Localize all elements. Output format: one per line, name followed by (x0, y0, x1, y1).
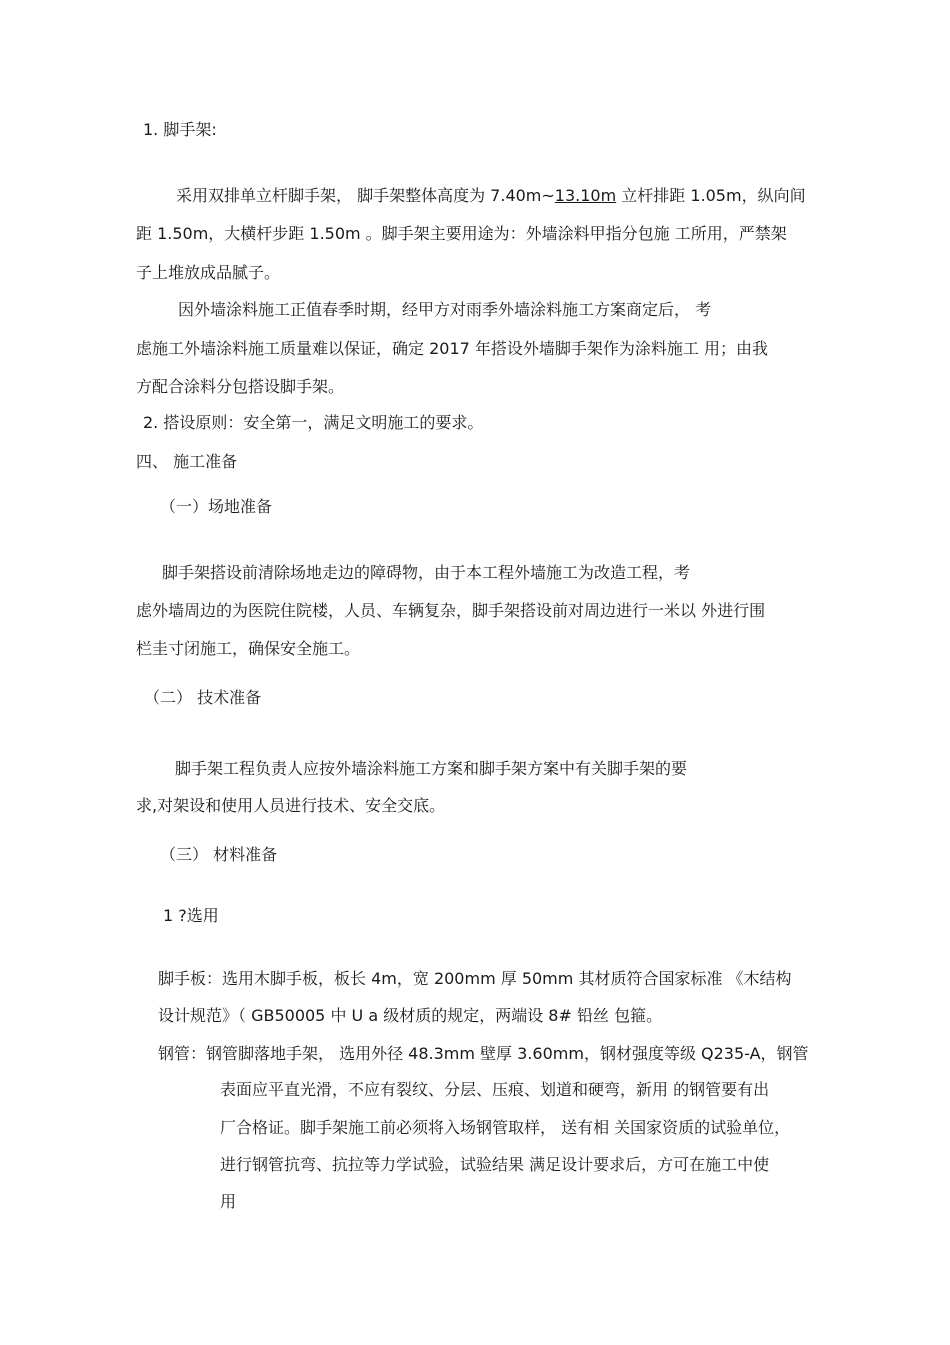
chapter-4-heading: 四、 施工准备 (136, 452, 238, 471)
paragraph-1-line-1-text-a: 采用双排单立杆脚手架， 脚手架整体高度为 7.40m~ (176, 186, 555, 205)
subsection-material-preparation: （三） 材料准备 (160, 845, 278, 864)
paragraph-4-line-2: 求,对架设和使用人员进行技术、安全交底。 (136, 796, 446, 815)
paragraph-1-line-2: 距 1.50m，大横杆步距 1.50m 。脚手架主要用途为：外墙涂料甲指分包施 工所用，严禁架 (136, 224, 787, 243)
subsection-technical-preparation: （二） 技术准备 (144, 688, 262, 707)
scaffold-board-line-2: 设计规范》（ GB50005 中 U a 级材质的规定，两端设 8# 铅丝 包箍。 (158, 1006, 663, 1025)
scaffold-board-line-1: 脚手板：选用木脚手板，板长 4m，宽 200mm 厚 50mm 其材质符合国家标准 《木结构 (158, 969, 792, 988)
paragraph-2-line-2: 虑施工外墙涂料施工质量难以保证，确定 2017 年搭设外墙脚手架作为涂料施工 用；由我 (136, 339, 768, 358)
steel-pipe-line-1: 钢管：钢管脚落地手架， 选用外径 48.3mm 壁厚 3.60mm，钢材强度等级 Q235-A，钢管 (158, 1044, 809, 1063)
paragraph-1-line-1-text-b: 立杆排距 1.05m，纵向间 (616, 186, 806, 205)
paragraph-3-line-3: 栏圭寸闭施工，确保安全施工。 (136, 639, 361, 658)
steel-pipe-line-5: 用 (220, 1192, 237, 1211)
item-1-selection: 1 ?选用 (163, 906, 219, 925)
paragraph-3-line-1: 脚手架搭设前清除场地走边的障碍物，由于本工程外墙施工为改造工程，考 (162, 563, 691, 582)
subsection-site-preparation: （一）场地准备 (160, 497, 273, 516)
section-1-heading: 1. 脚手架: (143, 120, 217, 139)
height-range-underlined: 13.10m (554, 186, 617, 205)
paragraph-2-line-1: 因外墙涂料施工正值春季时期，经甲方对雨季外墙涂料施工方案商定后， 考 (178, 300, 712, 319)
section-2-heading: 2. 搭设原则：安全第一，满足文明施工的要求。 (143, 413, 484, 432)
steel-pipe-line-3: 厂合格证。脚手架施工前必须将入场钢管取样， 送有相 关国家资质的试验单位， (220, 1118, 791, 1137)
paragraph-2-line-3: 方配合涂料分包搭设脚手架。 (136, 377, 345, 396)
paragraph-4-line-1: 脚手架工程负责人应按外墙涂料施工方案和脚手架方案中有关脚手架的要 (175, 759, 688, 778)
paragraph-3-line-2: 虑外墙周边的为医院住院楼，人员、车辆复杂，脚手架搭设前对周边进行一米以 外进行围 (136, 601, 766, 620)
steel-pipe-line-2: 表面应平直光滑，不应有裂纹、分层、压痕、划道和硬弯，新用 的钢管要有出 (220, 1080, 770, 1099)
paragraph-1-line-3: 子上堆放成品腻子。 (136, 263, 281, 282)
steel-pipe-line-4: 进行钢管抗弯、抗拉等力学试验，试验结果 满足设计要求后，方可在施工中使 (220, 1155, 770, 1174)
paragraph-1-line-1 (176, 186, 806, 206)
